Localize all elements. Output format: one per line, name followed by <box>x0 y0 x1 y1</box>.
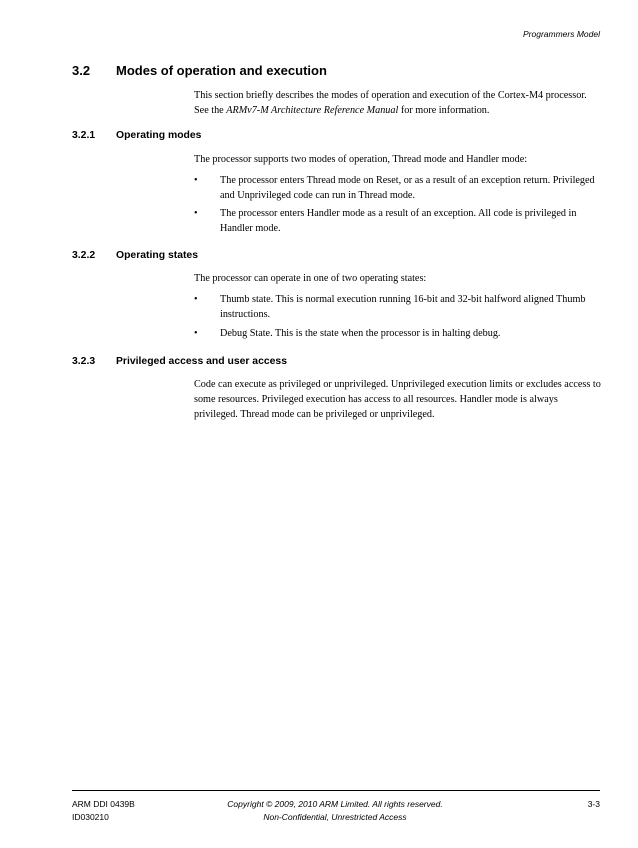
bullet-glyph: • <box>194 208 198 219</box>
subsection-title: Operating states <box>116 250 198 261</box>
list-item-text: The processor enters Thread mode on Reset, or as a result of an exception return. Privileged and Unprivileged code can run in Thread mode. <box>220 175 595 201</box>
list-item <box>194 326 604 341</box>
list-item-text: Thumb state. This is normal execution running 16-bit and 32-bit halfword aligned Thumb instructions. <box>220 294 586 320</box>
list-item-text: The processor enters Handler mode as a result of an exception. All code is privileged in Handler mode. <box>220 208 577 234</box>
operating-modes-intro: The processor supports two modes of operation, Thread mode and Handler mode: <box>194 154 528 165</box>
footer-doc-info <box>72 798 135 824</box>
subsection-heading-operating-states <box>72 250 198 261</box>
subsection-heading-privileged-access <box>72 356 287 367</box>
footer-rule <box>72 790 600 791</box>
subsection-number: 3.2.1 <box>72 130 96 141</box>
section-title: Modes of operation and execution <box>116 63 327 78</box>
subsection-title: Privileged access and user access <box>116 356 287 367</box>
subsection-number: 3.2.2 <box>72 250 96 261</box>
bullet-glyph: • <box>194 175 198 186</box>
list-item <box>194 173 604 203</box>
bullet-glyph: • <box>194 294 198 305</box>
section-intro-line1: This section briefly describes the modes of operation and execution of the Cortex-M4 processor. <box>194 90 587 101</box>
bullet-glyph: • <box>194 328 198 339</box>
operating-states-intro: The processor can operate in one of two operating states: <box>194 273 427 284</box>
list-item <box>194 206 604 236</box>
page-number: 3-3 <box>587 799 600 809</box>
section-intro <box>194 88 604 118</box>
doc-id: ID030210 <box>72 812 109 822</box>
section-heading <box>72 63 327 78</box>
running-header: Programmers Model <box>523 29 600 39</box>
subsection-title: Operating modes <box>116 130 202 141</box>
reference-manual-title: ARMv7-M Architecture Reference Manual <box>226 105 399 116</box>
list-item <box>194 292 604 322</box>
doc-number: ARM DDI 0439B <box>72 799 135 809</box>
list-item-text: Debug State. This is the state when the processor is in halting debug. <box>220 328 501 339</box>
subsection-number: 3.2.3 <box>72 356 96 367</box>
section-intro-line2-pre: See the <box>194 105 227 116</box>
copyright-notice: Copyright © 2009, 2010 ARM Limited. All rights reserved. <box>227 799 443 809</box>
section-intro-line2-post: for more information. <box>398 105 490 116</box>
section-number: 3.2 <box>72 63 91 78</box>
footer-legal <box>200 798 470 824</box>
privileged-access-body: Code can execute as privileged or unprivileged. Unprivileged execution limits or excludes access to some resources. Privileged execution has access to all resources. Handler mode is always privileged. Thread mode can be privileged or unprivileged. <box>194 379 601 420</box>
confidentiality-notice: Non-Confidential, Unrestricted Access <box>263 812 407 822</box>
subsection-heading-operating-modes <box>72 130 201 141</box>
